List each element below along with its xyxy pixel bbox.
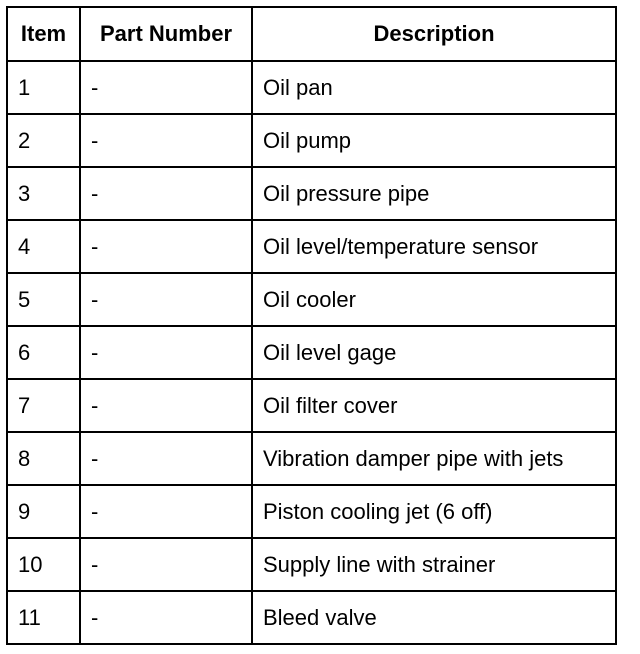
cell-part-number: - [80,114,252,167]
cell-description: Supply line with strainer [252,538,616,591]
header-row [7,7,616,61]
cell-part-number: - [80,273,252,326]
cell-part-number: - [80,485,252,538]
table-row [7,273,616,326]
cell-item: 6 [7,326,80,379]
cell-part-number: - [80,167,252,220]
cell-item: 7 [7,379,80,432]
cell-part-number: - [80,220,252,273]
cell-description: Oil pressure pipe [252,167,616,220]
cell-description: Oil level gage [252,326,616,379]
table-row [7,326,616,379]
table-row [7,220,616,273]
cell-description: Vibration damper pipe with jets [252,432,616,485]
table-row [7,485,616,538]
cell-description: Oil level/temperature sensor [252,220,616,273]
cell-description: Piston cooling jet (6 off) [252,485,616,538]
header-item: Item [7,7,80,61]
table-row [7,114,616,167]
cell-item: 10 [7,538,80,591]
cell-item: 9 [7,485,80,538]
cell-item: 5 [7,273,80,326]
parts-table-body [7,61,616,644]
table-row [7,432,616,485]
cell-description: Bleed valve [252,591,616,644]
cell-item: 3 [7,167,80,220]
cell-part-number: - [80,591,252,644]
table-row [7,61,616,114]
cell-part-number: - [80,61,252,114]
cell-part-number: - [80,379,252,432]
parts-table-header [7,7,616,61]
cell-item: 1 [7,61,80,114]
cell-item: 11 [7,591,80,644]
cell-item: 4 [7,220,80,273]
cell-item: 2 [7,114,80,167]
header-description: Description [252,7,616,61]
cell-description: Oil pump [252,114,616,167]
cell-part-number: - [80,326,252,379]
cell-description: Oil pan [252,61,616,114]
cell-part-number: - [80,538,252,591]
cell-item: 8 [7,432,80,485]
cell-description: Oil filter cover [252,379,616,432]
cell-description: Oil cooler [252,273,616,326]
table-row [7,167,616,220]
table-row [7,591,616,644]
table-row [7,379,616,432]
table-row [7,538,616,591]
parts-table [6,6,617,645]
cell-part-number: - [80,432,252,485]
header-part-number: Part Number [80,7,252,61]
